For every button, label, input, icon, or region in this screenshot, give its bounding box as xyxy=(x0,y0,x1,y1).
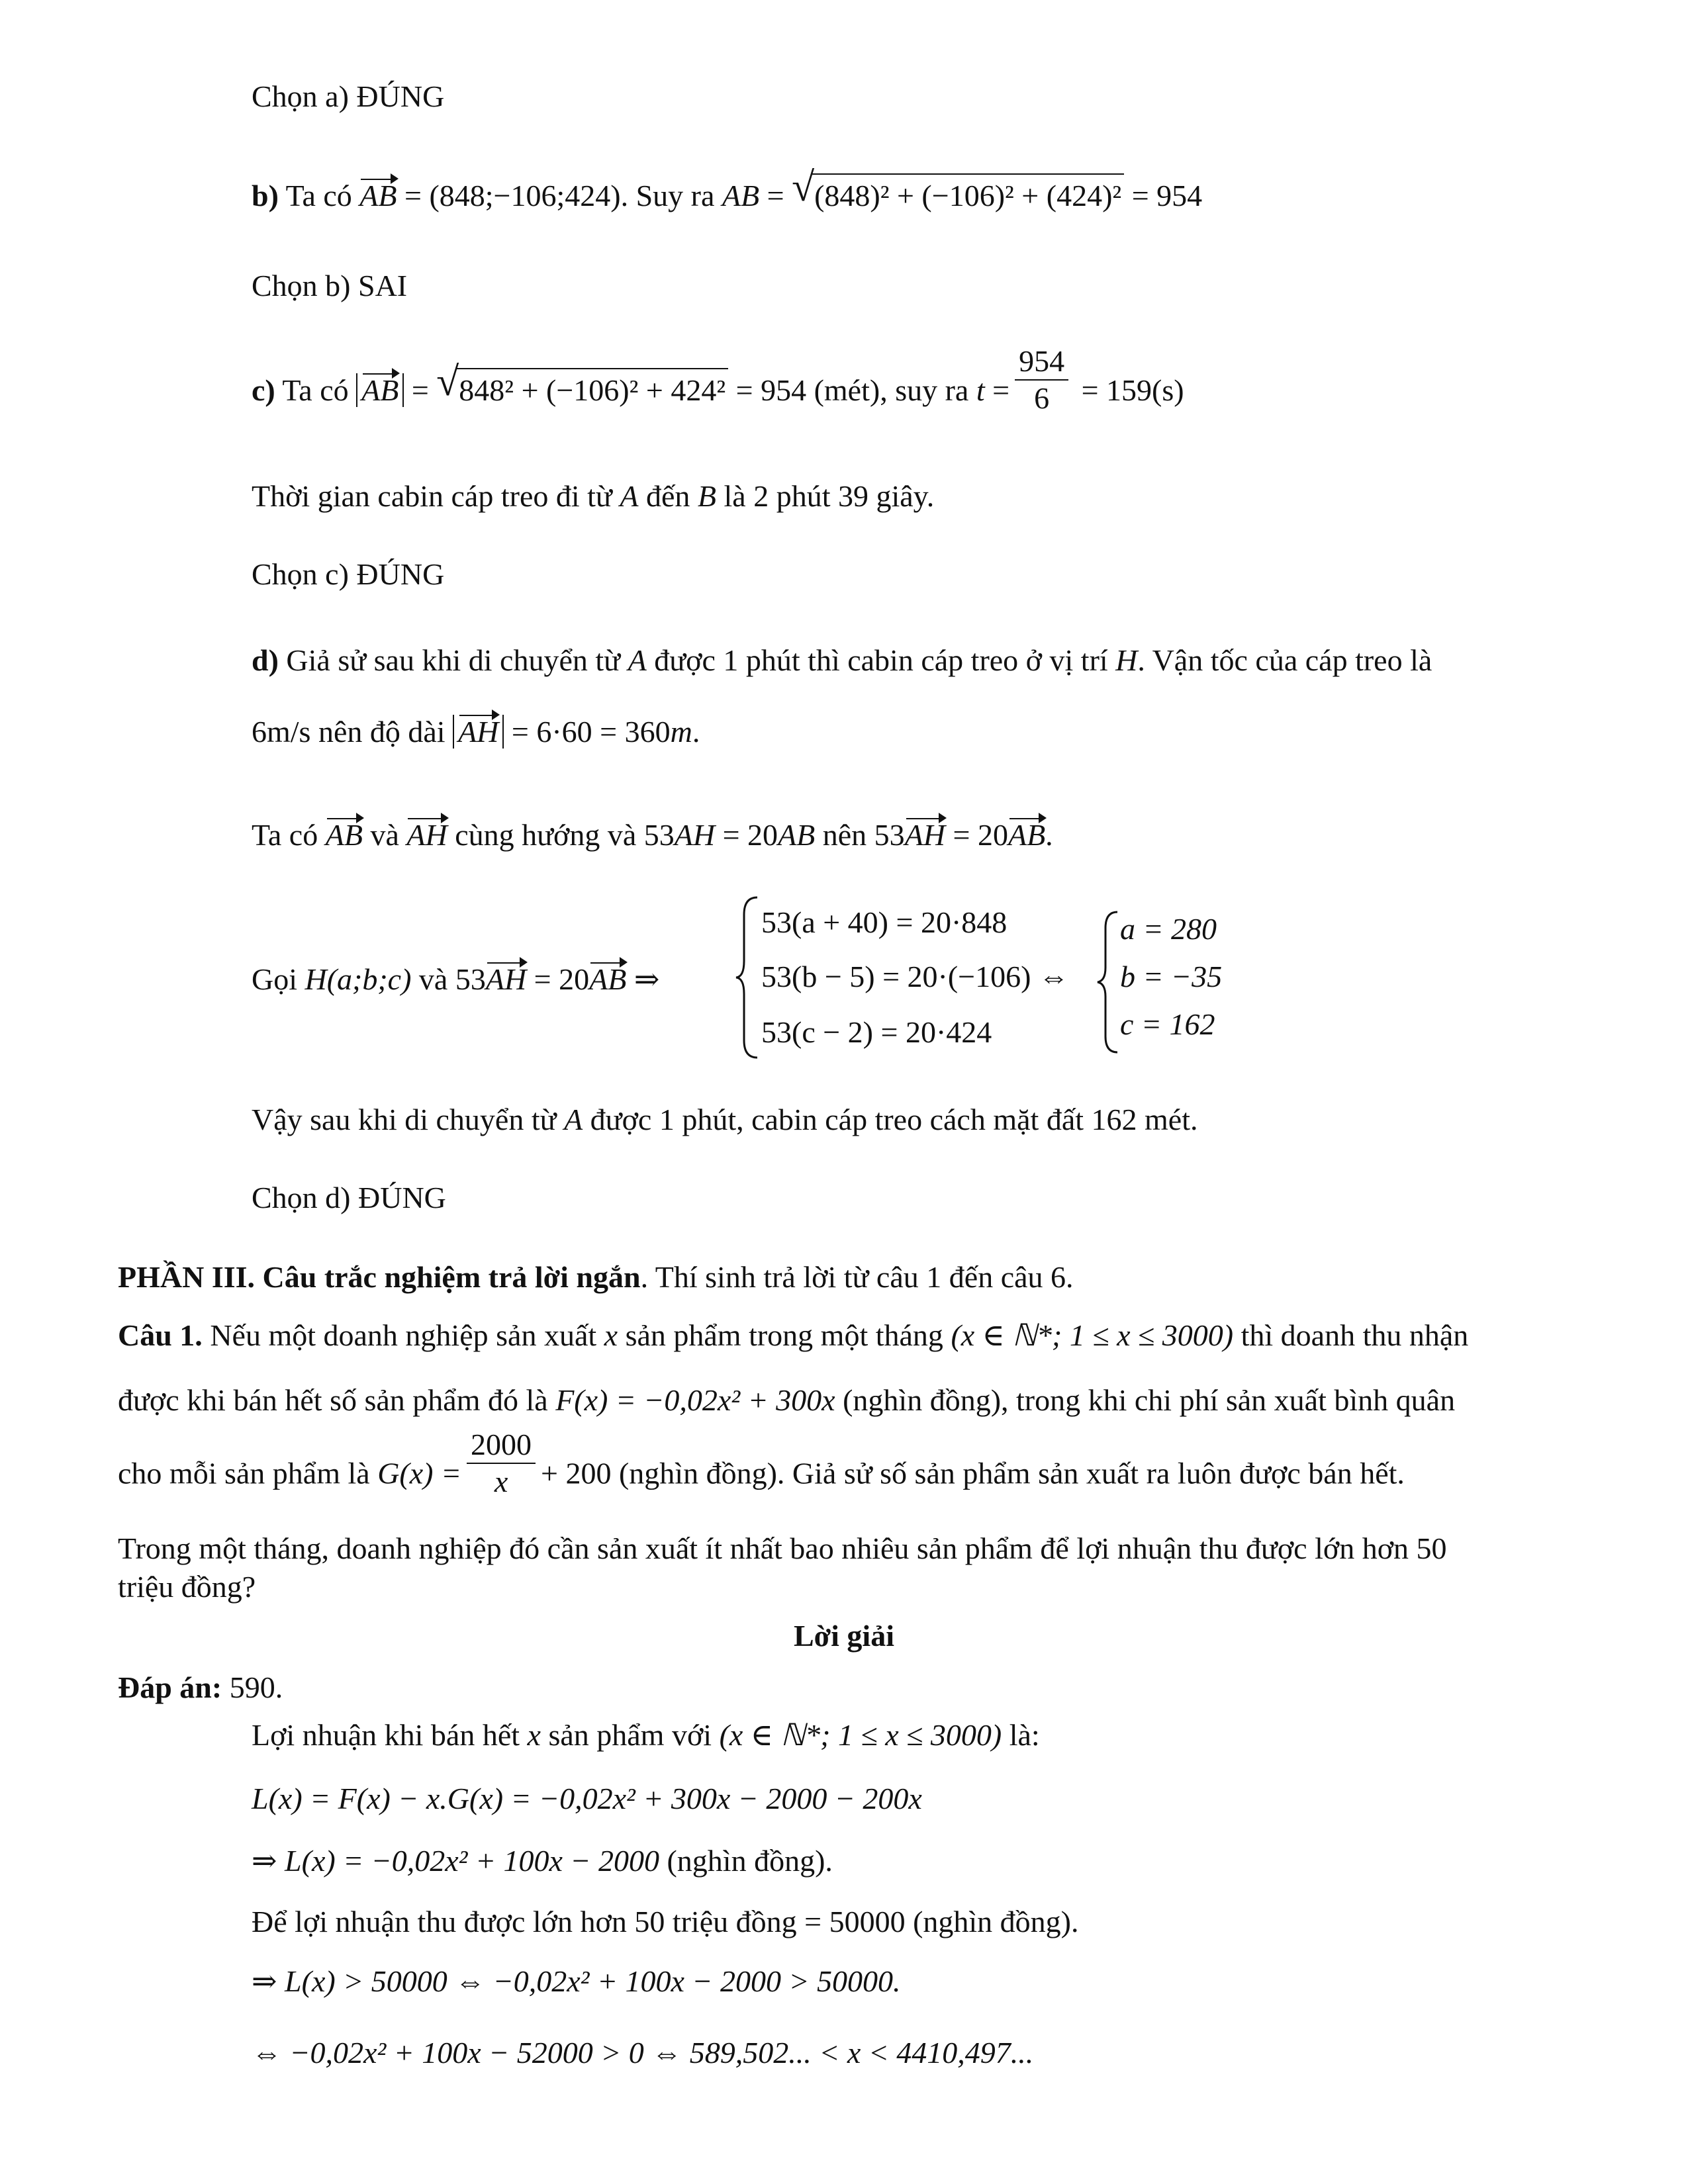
d3a: Ta có xyxy=(252,818,326,852)
part-d-line-3 xyxy=(252,817,1053,854)
d1-A: A xyxy=(628,643,647,677)
step-5 xyxy=(252,1963,901,2000)
s1cond: (x ∈ ℕ*; 1 ≤ x ≤ 3000) xyxy=(719,1718,1002,1752)
d3k: . xyxy=(1045,818,1053,852)
q1-line-2 xyxy=(118,1382,1455,1419)
concl-A: A xyxy=(564,1103,583,1136)
d2a: 6m/s nên độ dài xyxy=(252,715,453,749)
result-row-1 xyxy=(1120,911,1217,948)
s2: L(x) = F(x) − x.G(x) = −0,02x² + 300x − 2000 − 200x xyxy=(252,1782,922,1815)
d1c: . Vận tốc của cáp treo là xyxy=(1137,643,1432,677)
s3a: ⇒ L(x) = −0,02x² + 100x − 2000 xyxy=(252,1844,659,1878)
time-text-3: là 2 phút 39 giây. xyxy=(716,479,935,513)
d3g: nên 53 xyxy=(815,818,905,852)
q1-frac-num: 2000 xyxy=(467,1427,536,1464)
choose-d-text: Chọn d) ĐÚNG xyxy=(252,1181,446,1214)
solution-title xyxy=(0,1617,1688,1655)
d3-vec-ab-2: AB xyxy=(1008,817,1045,854)
c-mid: = 954 (mét), suy ra xyxy=(728,373,976,407)
part-d-label: d) xyxy=(252,643,279,677)
system-row-1 xyxy=(761,904,1007,941)
part-d-line-2 xyxy=(252,713,700,751)
abs-ab xyxy=(356,373,404,407)
choose-a-text: Chọn a) ĐÚNG xyxy=(252,79,445,113)
d3f: AB xyxy=(778,818,816,852)
res-3: c = 162 xyxy=(1120,1007,1215,1041)
time-a: A xyxy=(620,479,639,513)
s6: ⇔ −0,02x² + 100x − 52000 > 0 ⇔ 589,502... < x < 4410,497... xyxy=(252,2036,1034,2070)
res-2: b = −35 xyxy=(1120,960,1223,993)
radical-icon: √ xyxy=(792,165,815,210)
fraction-2000-x xyxy=(467,1427,536,1500)
goi-vec-ab: AB xyxy=(589,961,626,998)
step-2 xyxy=(252,1780,922,1817)
step-3 xyxy=(252,1843,833,1880)
b-ab: AB xyxy=(722,179,760,212)
choose-b-text: Chọn b) SAI xyxy=(252,269,408,302)
frac-den: 6 xyxy=(1034,381,1050,416)
res-1: a = 280 xyxy=(1120,912,1217,946)
frac-num: 954 xyxy=(1015,343,1068,381)
answer-value: 590. xyxy=(222,1670,283,1704)
sys-3: 53(c − 2) = 20·424 xyxy=(761,1015,992,1049)
choose-b-line xyxy=(252,267,407,304)
part-c-label: c) xyxy=(252,373,275,407)
left-brace-icon xyxy=(735,895,761,1060)
answer-label: Đáp án: xyxy=(118,1670,222,1704)
vector-ah: AH xyxy=(458,713,498,751)
result-row-3 xyxy=(1120,1006,1215,1043)
d1-H: H xyxy=(1115,643,1138,677)
q1-line-3 xyxy=(118,1428,1405,1500)
b-result: = 954 xyxy=(1124,179,1203,212)
q1-l2b: (nghìn đồng), trong khi chi phí sản xuất bình quân xyxy=(835,1383,1456,1417)
q1-l2a: được khi bán hết số sản phẩm đó là xyxy=(118,1383,556,1417)
c-taco: Ta có xyxy=(275,373,357,407)
d3c: cùng hướng và 53 xyxy=(447,818,675,852)
d2b: = 6·60 = 360 xyxy=(504,715,671,749)
d3-vec-ah: AH xyxy=(406,817,447,854)
concl-1: Vậy sau khi di chuyển từ xyxy=(252,1103,565,1136)
goi-a: Gọi xyxy=(252,962,305,996)
vector-ab: AB xyxy=(359,177,397,214)
q1-l1x: x xyxy=(604,1318,618,1352)
s1c: là: xyxy=(1002,1718,1040,1752)
fraction-954-6 xyxy=(1015,343,1068,416)
q1-line-1 xyxy=(118,1317,1468,1354)
goi-vec-ah: AH xyxy=(486,961,526,998)
q1-l3G: G(x) = xyxy=(377,1456,462,1490)
answer-line xyxy=(118,1669,283,1706)
step-6 xyxy=(252,2034,1033,2071)
part3-heading-rest: . Thí sinh trả lời từ câu 1 đến câu 6. xyxy=(640,1260,1074,1294)
part-b-label: b) xyxy=(252,179,279,212)
q1-line-4 xyxy=(118,1530,1447,1567)
q1-l2F: F(x) = −0,02x² + 300x xyxy=(555,1383,835,1417)
choose-a-line xyxy=(252,78,444,115)
abs-ah xyxy=(453,715,504,749)
goi-h-line xyxy=(252,961,659,998)
part-b-line: b) Ta có AB = (848;−106;424). Suy ra AB = √ (848)² + (−106)² + (424)² = 954 xyxy=(252,173,1202,214)
c-root: 848² + (−106)² + 424² xyxy=(456,368,728,409)
c-t: t xyxy=(976,373,985,407)
sys-1: 53(a + 40) = 20·848 xyxy=(761,905,1008,939)
choose-c-text: Chọn c) ĐÚNG xyxy=(252,557,445,591)
d3e: = 20 xyxy=(715,818,778,852)
choose-c-line xyxy=(252,556,444,593)
s3b: (nghìn đồng). xyxy=(659,1844,833,1878)
q1-l1a: Nếu một doanh nghiệp sản xuất xyxy=(202,1318,604,1352)
goi-b: và 53 xyxy=(411,962,486,996)
q1-l1cond: (x ∈ ℕ*; 1 ≤ x ≤ 3000) xyxy=(951,1318,1234,1352)
q1-l1b: sản phẩm trong một tháng xyxy=(618,1318,951,1352)
step-1 xyxy=(252,1717,1040,1754)
sqrt-c xyxy=(436,359,728,409)
q1-l4: Trong một tháng, doanh nghiệp đó cần sản xuất ít nhất bao nhiêu sản phẩm để lợi nhuận thu được lớn hơn 50 xyxy=(118,1531,1447,1565)
c-result: = 159(s) xyxy=(1074,373,1184,407)
time-line xyxy=(252,478,934,515)
radical-icon: √ xyxy=(436,359,459,404)
sqrt-b xyxy=(792,165,1124,214)
q1-l1c: thì doanh thu nhận xyxy=(1233,1318,1469,1352)
d3i: = 20 xyxy=(945,818,1008,852)
choose-d-line xyxy=(252,1179,446,1216)
q1-l3a: cho mỗi sản phẩm là xyxy=(118,1456,378,1490)
q1-l3plus: + 200 xyxy=(541,1456,612,1490)
sys-2: 53(b − 5) = 20·(−106) ⇔ xyxy=(761,960,1069,993)
b-root: (848)² + (−106)² + (424)² xyxy=(812,173,1124,214)
d1a: Giả sử sau khi di chuyển từ xyxy=(278,643,628,677)
part3-heading xyxy=(118,1259,1074,1296)
concl-2: được 1 phút, cabin cáp treo cách mặt đất 162 mét. xyxy=(583,1103,1198,1136)
vector-ab-c: AB xyxy=(361,372,399,409)
conclusion-line xyxy=(252,1101,1198,1138)
time-text-1: Thời gian cabin cáp treo đi từ xyxy=(252,479,620,513)
s4: Để lợi nhuận thu được lớn hơn 50 triệu đồng = 50000 (nghìn đồng). xyxy=(252,1905,1079,1938)
result-row-2 xyxy=(1120,958,1222,995)
s5: ⇒ L(x) > 50000 ⇔ −0,02x² + 100x − 2000 > 50000. xyxy=(252,1964,901,1998)
s1a: Lợi nhuận khi bán hết xyxy=(252,1718,528,1752)
d2c: . xyxy=(692,715,700,749)
b-eq: = (848;−106;424). Suy ra xyxy=(397,179,722,212)
s1x: x xyxy=(527,1718,541,1752)
system-row-2 xyxy=(761,958,1069,995)
d3-vec-ah-2: AH xyxy=(905,817,945,854)
d3d: AH xyxy=(674,818,716,852)
goi-c: = 20 xyxy=(526,962,590,996)
time-b: B xyxy=(697,479,716,513)
goi-d: ⇒ xyxy=(626,962,660,996)
b-taco: Ta có xyxy=(278,179,360,212)
d3b: và xyxy=(362,818,407,852)
goi-H: H(a;b;c) xyxy=(305,962,412,996)
part-c-line: c) Ta có AB = √ 848² + (−106)² + 424² = 954 (mét), suy ra t = $\frac{954}{6}$ = 159(s) xyxy=(252,344,1184,416)
q1-l5: triệu đồng? xyxy=(118,1570,256,1604)
part-d-line-1 xyxy=(252,642,1432,679)
d1b: được 1 phút thì cabin cáp treo ở vị trí xyxy=(646,643,1116,677)
part3-heading-bold: PHẦN III. Câu trắc nghiệm trả lời ngắn xyxy=(118,1260,641,1294)
solution-title-text: Lời giải xyxy=(794,1619,894,1653)
q1-l3b: (nghìn đồng). Giả sử số sản phẩm sản xuất ra luôn được bán hết. xyxy=(611,1456,1405,1490)
q1-label: Câu 1. xyxy=(118,1318,203,1352)
s1b: sản phẩm với xyxy=(540,1718,720,1752)
d2m: m xyxy=(670,715,692,749)
step-4 xyxy=(252,1903,1078,1940)
right-brace-icon xyxy=(1096,909,1120,1055)
d3-vec-ab: AB xyxy=(326,817,363,854)
time-text-2: đến xyxy=(638,479,698,513)
q1-frac-den: x xyxy=(494,1465,508,1498)
q1-line-5 xyxy=(118,1569,256,1606)
system-row-3 xyxy=(761,1014,992,1051)
